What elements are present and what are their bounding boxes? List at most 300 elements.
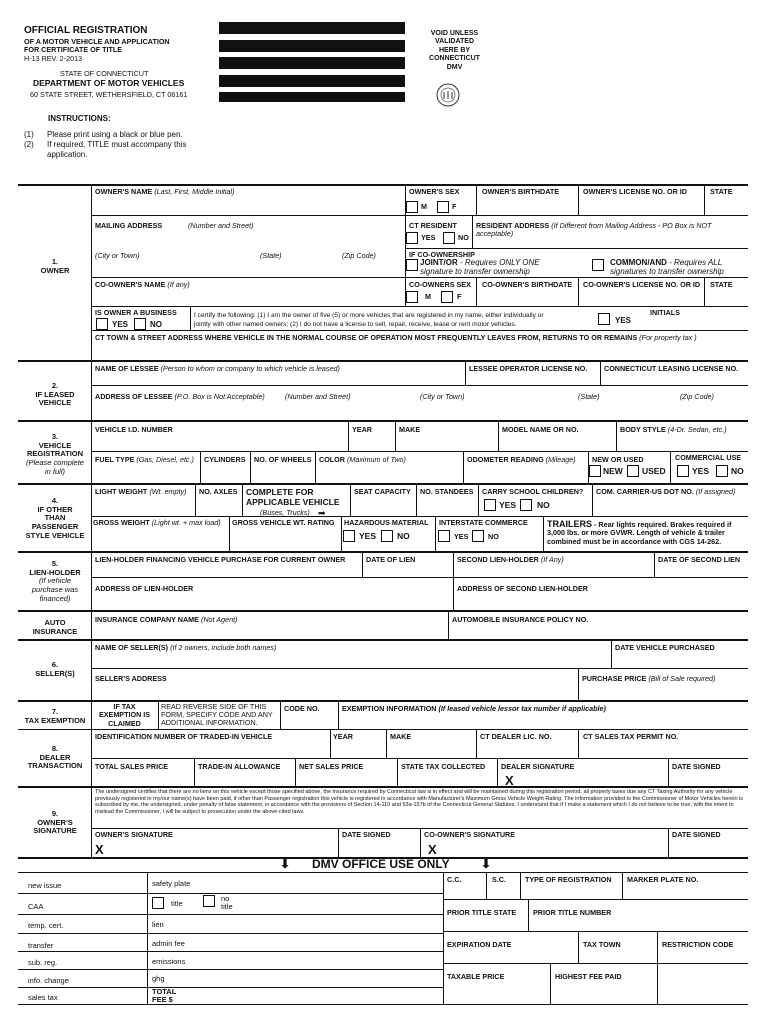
tax-exemption-claimed-label: IF TAX EXEMPTION IS CLAIMED (98, 702, 151, 728)
instruction-number: (2) (24, 140, 34, 149)
divider (91, 668, 748, 669)
state-tax-collected-label: STATE TAX COLLECTED (401, 762, 486, 771)
ghg-label: ghg (152, 974, 165, 983)
instruction-number: (1) (24, 130, 34, 139)
date-purchased-label: DATE VEHICLE PURCHASED (615, 643, 715, 652)
exemption-info-label: EXEMPTION INFORMATION (If leased vehicle lessor tax number if applicable) (342, 704, 606, 713)
co-owner-female-checkbox[interactable] (441, 291, 453, 303)
wheels-label: NO. OF WHEELS (254, 455, 312, 464)
arrow-down-icon: ⬇ (481, 857, 492, 871)
divider (91, 758, 748, 759)
info-change-label: info. change (28, 976, 69, 985)
body-style-label: BODY STYLE (4-Dr. Sedan, etc.) (620, 425, 727, 434)
number-street-hint: (Number and Street) (285, 392, 351, 401)
divider (668, 758, 669, 786)
owners-sex-label: OWNER'S SEX (409, 187, 460, 196)
cc-label: C.C. (447, 875, 462, 884)
divider (435, 516, 436, 551)
new-or-used-label: NEW OR USED (592, 455, 644, 464)
divider (91, 277, 748, 278)
validation-box: VOID UNLESS VALIDATED HERE BY CONNECTICUT DMV (429, 30, 480, 71)
divider (657, 931, 658, 963)
dmv-office-title: DMV OFFICE USE ONLY (312, 857, 450, 871)
divider (341, 516, 342, 551)
divider (91, 787, 92, 857)
joint-or-label: JOINT/OR - Requires ONLY ONE (420, 258, 540, 267)
divider (91, 185, 92, 360)
divider (362, 552, 363, 577)
state-hint: (State) (260, 251, 282, 260)
section-seller-label: 6. SELLER(S) (35, 660, 75, 678)
year-label: YEAR (352, 425, 372, 434)
yes-label: YES (112, 320, 129, 329)
interstate-yes-checkbox[interactable] (438, 530, 450, 542)
new-label: NEW (603, 466, 623, 476)
school-no-checkbox[interactable] (520, 499, 532, 511)
co-owner-date-signed-label: DATE SIGNED (672, 830, 721, 839)
owners-name-label: OWNER'S NAME (Last, First, Middle Initial) (95, 187, 235, 196)
no-label: NO (150, 320, 162, 329)
divider (18, 360, 748, 362)
lien-address-label: ADDRESS OF LIEN-HOLDER (95, 584, 194, 593)
tax-instruction-text: FORM, SPECIFY CODE AND ANY (161, 710, 273, 719)
divider (91, 640, 92, 700)
divider (486, 873, 487, 899)
divider (250, 451, 251, 483)
seller-address-label: SELLER'S ADDRESS (95, 674, 167, 683)
business-certification-text: I certify the following: (1) I am the owner of five (5) or more vehicles that are registered in my name, either individually or (194, 312, 544, 319)
marker-plate-label: MARKER PLATE NO. (627, 875, 699, 884)
section-insurance-label: AUTO INSURANCE (32, 618, 78, 636)
instruction-text: Please print using a black or blue pen. (47, 130, 183, 139)
used-checkbox[interactable] (627, 465, 639, 477)
city-hint: (City or Town) (420, 392, 465, 401)
is-business-label: IS OWNER A BUSINESS (95, 308, 177, 317)
section-owner-label: 1. OWNER (40, 257, 70, 275)
commercial-use-label: COMMERCIAL USE (675, 453, 742, 462)
co-ownership-label: IF CO-OWNERSHIP (409, 250, 475, 259)
divider (405, 248, 748, 249)
section-dealer-label: 8. DEALER TRANSACTION (27, 744, 83, 771)
dealer-signature-mark: X (505, 773, 514, 788)
divider (18, 184, 748, 186)
no-label: NO (537, 500, 550, 510)
divider (18, 987, 443, 988)
total-sales-price-label: TOTAL SALES PRICE (95, 762, 169, 771)
hazmat-label: HAZARDOUS MATERIAL (344, 518, 429, 527)
transfer-label: transfer (28, 941, 54, 950)
divider (397, 758, 398, 786)
sales-tax-permit-label: CT SALES TAX PERMIT NO. (583, 732, 679, 741)
divider (670, 451, 671, 483)
divider (194, 758, 195, 786)
state-name: STATE OF CONNECTICUT (60, 69, 149, 78)
redaction-bar (219, 22, 405, 34)
owner-signature-label: OWNER'S SIGNATURE (95, 830, 173, 839)
divider (295, 758, 296, 786)
owner-certification-text: The undersigned certifies that there are no liens on this vehicle except those specified above, the insurance required by Connecticut law is in effect and will be maintained during this registration period, all property taxes due any CT Taxing Authority for any vehicle previously registered in my/our name(s) have been paid, if other than Passenger registration this vehicle is registered in accordance with Manufacturer's Maximum Gross Vehicle Weight Rating. The information provided to the Commissioner of Motor Vehicles herein is subscribed by me, the undersigned, under penalty of false statement, in accordance with the provisions of Section 14-110 and 53a-157b of the Connecticut General Statutes. I understand that if I make a statement which I do not believe to be true, with the intent to mislead the Commissioner, I will be subject to prosecution under the above-cited laws. (95, 789, 744, 815)
divider (476, 730, 477, 758)
divider (476, 277, 477, 306)
co-owner-birthdate-label: CO-OWNER'S BIRTHDATE (482, 280, 573, 289)
new-issue-label: new issue (28, 881, 62, 890)
divider (18, 914, 443, 915)
divider (18, 1004, 748, 1005)
divider (543, 516, 544, 551)
section-lien-label: 5. LIEN-HOLDER (If vehicle purchase was financed) (29, 559, 81, 603)
divider (611, 640, 612, 668)
buses-trucks-hint: (Buses, Trucks) (260, 508, 310, 517)
no-label: NO (397, 531, 410, 541)
no-label: NO (458, 233, 469, 242)
section-vehicle-label: 3. VEHICLE REGISTRATION (Please complete in full) (26, 432, 84, 476)
restriction-code-label: RESTRICTION CODE (662, 940, 734, 949)
yes-label: YES (615, 316, 632, 325)
zip-hint: (Zip Code) (680, 392, 714, 401)
resident-address-label: RESIDENT ADDRESS (If Different from Mailing Address - PO Box is NOT (476, 221, 712, 230)
divider (91, 330, 748, 331)
traded-in-vin-label: IDENTIFICATION NUMBER OF TRADED-IN VEHICLE (95, 732, 273, 741)
school-children-label: CARRY SCHOOL CHILDREN? (482, 487, 584, 496)
arrow-down-icon: ⬇ (280, 857, 291, 871)
make-label: MAKE (399, 425, 421, 434)
divider (280, 701, 281, 729)
divider (416, 484, 417, 516)
sales-tax-label: sales tax (28, 993, 58, 1002)
new-checkbox[interactable] (589, 465, 601, 477)
divider (91, 611, 92, 639)
divider (600, 361, 601, 385)
date-signed-label: DATE SIGNED (672, 762, 721, 771)
divider (350, 484, 351, 516)
divider (463, 451, 464, 483)
color-label: COLOR (Maximum of Two) (319, 455, 406, 464)
divider (654, 552, 655, 577)
form-subtitle-2: FOR CERTIFICATE OF TITLE (24, 45, 123, 54)
code-number-label: CODE NO. (284, 704, 320, 713)
business-yes-checkbox[interactable] (96, 318, 108, 330)
business-no-checkbox[interactable] (134, 318, 146, 330)
city-hint: (City or Town) (95, 251, 140, 260)
no-title-label: no (221, 894, 230, 903)
co-owner-signature-mark: X (428, 842, 437, 857)
divider (550, 963, 551, 1004)
divider (18, 483, 748, 485)
dealer-signature-field[interactable] (520, 772, 665, 785)
divider (229, 516, 230, 551)
trailers-text: 3,000 lbs. or more GVWR. Length of vehicle & trailer (547, 528, 725, 537)
lessee-address-label: ADDRESS OF LESSEE (P.O. Box is Not Acceptable) (95, 392, 265, 401)
redaction-bar (219, 75, 405, 87)
form-revision: H-13 REV. 2-2013 (24, 54, 83, 63)
resident-address-hint: acceptable) (476, 229, 514, 238)
interstate-label: INTERSTATE COMMERCE (439, 518, 528, 527)
divider (478, 484, 479, 516)
department-address: 60 STATE STREET, WETHERSFIELD, CT 06161 (30, 90, 188, 99)
divider (158, 701, 159, 729)
owners-state-label: STATE (710, 187, 733, 196)
owner-sex-female-checkbox[interactable] (437, 201, 449, 213)
yes-label: YES (499, 500, 517, 510)
co-owner-signature-label: CO-OWNER'S SIGNATURE (424, 830, 516, 839)
divider (476, 185, 477, 215)
divider (622, 873, 623, 899)
divider (578, 668, 579, 700)
divider (498, 421, 499, 451)
dealer-license-label: CT DEALER LIC. NO. (480, 732, 552, 741)
trailers-text: combined must be in accordance with CGS 14-262. (547, 537, 722, 546)
divider (528, 899, 529, 931)
co-owner-state-label: STATE (710, 280, 733, 289)
divider (443, 899, 748, 900)
sc-label: S.C. (492, 875, 506, 884)
total-fee-label: FEE $ (152, 995, 173, 1004)
seat-capacity-label: SEAT CAPACITY (354, 487, 411, 496)
dealer-signature-label: DEALER SIGNATURE (501, 762, 575, 771)
common-and-hint: signatures to transfer ownership (610, 267, 724, 276)
divider (704, 185, 705, 215)
temp-cert-label: temp. cert. (28, 921, 64, 930)
insurance-company-label: INSURANCE COMPANY NAME (Not Agent) (95, 615, 238, 624)
male-label: M (421, 202, 427, 211)
divider (497, 758, 498, 786)
arrow-right-icon: ➡ (318, 508, 326, 518)
section-signature-label: 9. OWNER'S SIGNATURE (33, 809, 77, 836)
policy-number-label: AUTOMOBILE INSURANCE POLICY NO. (452, 615, 589, 624)
sub-reg-label: sub. reg. (28, 958, 58, 967)
divider (578, 277, 579, 306)
divider (18, 872, 748, 873)
divider (420, 828, 421, 857)
vin-label: VEHICLE I.D. NUMBER (95, 425, 173, 434)
tax-instruction-text: READ REVERSE SIDE OF THIS (161, 702, 267, 711)
model-label: MODEL NAME OR NO. (502, 425, 579, 434)
divider (18, 420, 748, 422)
female-label: F (452, 202, 457, 211)
lien-holder-label: LIEN-HOLDER FINANCING VEHICLE PURCHASE FOR CURRENT OWNER (95, 555, 346, 564)
registration-type-label: TYPE OF REGISTRATION (525, 875, 612, 884)
school-yes-checkbox[interactable] (484, 499, 496, 511)
divider (147, 873, 148, 1004)
divider (91, 451, 748, 452)
divider (200, 451, 201, 483)
tax-instruction-text: ADDITIONAL INFORMATION. (161, 718, 258, 727)
commercial-no-checkbox[interactable] (716, 465, 728, 477)
emissions-label: emissions (152, 957, 186, 966)
divider (592, 484, 593, 516)
divider (443, 963, 748, 964)
standees-label: NO. STANDEES (420, 487, 474, 496)
divider (348, 421, 349, 451)
hazmat-yes-checkbox[interactable] (343, 530, 355, 542)
make-label: MAKE (390, 732, 412, 741)
divider (448, 611, 449, 639)
gross-weight-label: GROSS WEIGHT (Light wt. + max load) (93, 518, 221, 527)
complete-for-label: APPLICABLE VEHICLE (246, 497, 340, 507)
divider (616, 421, 617, 451)
divider (578, 730, 579, 758)
no-label: NO (731, 466, 744, 476)
owner-signature-mark: X (95, 842, 104, 857)
divider (18, 639, 748, 641)
lessee-name-label: NAME OF LESSEE (Person to whom or company to which vehicle is leased) (95, 364, 340, 373)
instruction-text: application. (47, 150, 88, 159)
section-commercial-label: 4. IF OTHER THAN PASSENGER STYLE VEHICLE (25, 496, 85, 540)
safety-plate-label: safety plate (152, 879, 191, 888)
redaction-bar (219, 40, 405, 52)
no-title-label: title (221, 902, 233, 911)
divider (91, 577, 748, 578)
lessee-operator-label: LESSEE OPERATOR LICENSE NO. (469, 364, 588, 373)
owners-license-label: OWNER'S LICENSE NO. OR ID (583, 187, 687, 196)
divider (190, 306, 191, 330)
divider (91, 385, 748, 386)
hazmat-no-checkbox[interactable] (381, 530, 393, 542)
yes-label: YES (421, 233, 436, 242)
fuel-type-label: FUEL TYPE (Gas, Diesel, etc.) (95, 455, 194, 464)
co-owner-name-label: CO-OWNER'S NAME (If any) (95, 280, 190, 289)
female-label: F (457, 292, 462, 301)
tax-town-label: TAX TOWN (583, 940, 621, 949)
total-fee-label: TOTAL (152, 987, 177, 996)
owner-signature-field[interactable] (110, 841, 335, 855)
co-owner-signature-field[interactable] (443, 841, 665, 855)
ct-resident-yes-checkbox[interactable] (406, 232, 418, 244)
yes-label: YES (359, 531, 377, 541)
co-owner-sex-label: CO-OWNERS SEX (409, 280, 471, 289)
date-of-lien-label: DATE OF LIEN (366, 555, 416, 564)
seller-name-label: NAME OF SELLER(S) (If 2 owners, include both names) (95, 643, 277, 652)
owners-birthdate-label: OWNER'S BIRTHDATE (482, 187, 560, 196)
owner-sex-male-checkbox[interactable] (406, 201, 418, 213)
divider (18, 551, 748, 553)
department-name: DEPARTMENT OF MOTOR VEHICLES (33, 78, 185, 88)
ct-resident-no-checkbox[interactable] (443, 232, 455, 244)
divider (578, 185, 579, 215)
prior-title-number-label: PRIOR TITLE NUMBER (533, 908, 612, 917)
divider (657, 963, 658, 1004)
common-and-label: COMMON/AND - Requires ALL (610, 258, 723, 267)
admin-fee-label: admin fee (152, 939, 185, 948)
used-label: USED (642, 466, 666, 476)
ct-town-address-label: CT TOWN & STREET ADDRESS WHERE VEHICLE IN THE NORMAL COURSE OF OPERATION MOST FREQUENTLY LEAVES FROM, RETURNS TO OR REMAINS (For property tax ) (95, 333, 697, 342)
divider (386, 730, 387, 758)
divider (18, 951, 443, 952)
divider (91, 484, 92, 551)
co-owner-license-label: CO-OWNER'S LICENSE NO. OR ID (583, 280, 701, 289)
title-checkbox[interactable] (152, 897, 164, 909)
light-weight-label: LIGHT WEIGHT (Wt. empty) (95, 487, 187, 496)
co-owner-male-checkbox[interactable] (406, 291, 418, 303)
divider (472, 215, 473, 248)
mailing-address-hint: (Number and Street) (188, 221, 254, 230)
joint-or-checkbox[interactable] (406, 259, 418, 271)
divider (578, 931, 579, 963)
title-label: title (171, 899, 183, 908)
joint-or-hint: signature to transfer ownership (420, 267, 530, 276)
second-lien-address-label: ADDRESS OF SECOND LIEN-HOLDER (457, 584, 588, 593)
cylinders-label: CYLINDERS (204, 455, 246, 464)
male-label: M (425, 292, 431, 301)
form-subtitle-1: OF A MOTOR VEHICLE AND APPLICATION (24, 37, 170, 46)
divider (443, 931, 748, 932)
highest-fee-label: HIGHEST FEE PAID (555, 972, 622, 981)
odometer-label: ODOMETER READING (Mileage) (467, 455, 576, 464)
caa-label: CAA (28, 902, 44, 911)
divider (453, 552, 454, 610)
divider (395, 421, 396, 451)
instructions-title: INSTRUCTIONS: (48, 114, 111, 123)
divider (91, 215, 748, 216)
redaction-bar (219, 57, 405, 69)
initials-label: INITIALS (650, 308, 680, 317)
state-seal-icon (435, 82, 461, 108)
gvwr-label: GROSS VEHICLE WT. RATING (232, 518, 335, 527)
net-sales-price-label: NET SALES PRICE (299, 762, 364, 771)
divider (465, 361, 466, 385)
expiration-date-label: EXPIRATION DATE (447, 940, 512, 949)
divider (242, 484, 243, 516)
carrier-dot-label: COM. CARRIER-US DOT NO. (If assigned) (596, 487, 736, 496)
axles-label: NO. AXLES (199, 487, 238, 496)
divider (338, 828, 339, 857)
section-leased-label: 2. IF LEASED VEHICLE (35, 381, 75, 408)
divider (91, 421, 92, 483)
divider (18, 893, 443, 894)
commercial-yes-checkbox[interactable] (677, 465, 689, 477)
owners-name-field[interactable] (95, 197, 403, 213)
business-certification-text: jointly with other named owners; (2) I do not have a license to sell, repair, receive, lease or rent motor vehicles. (194, 321, 517, 328)
divider (330, 730, 331, 758)
ct-leasing-label: CONNECTICUT LEASING LICENSE NO. (604, 364, 739, 373)
trailers-label: TRAILERS - Rear lights required. Brakes required if (547, 519, 732, 529)
divider (91, 516, 748, 517)
no-label: NO (488, 532, 499, 541)
section-tax-label: 7. TAX EXEMPTION (24, 707, 86, 725)
mailing-address-label: MAILING ADDRESS (95, 221, 163, 230)
certify-checkbox[interactable] (598, 313, 610, 325)
divider (18, 786, 748, 788)
divider (195, 484, 196, 516)
no-title-checkbox[interactable] (203, 895, 215, 907)
divider (704, 277, 705, 306)
divider (18, 610, 748, 612)
divider (91, 361, 92, 420)
date-second-lien-label: DATE OF SECOND LIEN (658, 555, 741, 564)
divider (520, 873, 521, 899)
divider (18, 933, 443, 934)
common-and-checkbox[interactable] (592, 259, 604, 271)
divider (18, 969, 443, 970)
divider (338, 701, 339, 729)
divider (18, 729, 748, 730)
redaction-bar (219, 92, 405, 102)
form-title: OFFICIAL REGISTRATION (24, 25, 148, 36)
instruction-text: If required, TITLE must accompany this (47, 140, 187, 149)
owner-date-signed-label: DATE SIGNED (342, 830, 391, 839)
interstate-no-checkbox[interactable] (472, 530, 484, 542)
yes-label: YES (692, 466, 710, 476)
divider (91, 552, 92, 610)
zip-hint: (Zip Code) (342, 251, 376, 260)
divider (443, 873, 444, 1004)
ct-resident-label: CT RESIDENT (409, 221, 457, 230)
year-label: YEAR (333, 732, 353, 741)
purchase-price-label: PURCHASE PRICE (Bill of Sale required) (582, 674, 716, 683)
complete-for-label: COMPLETE FOR (246, 487, 314, 497)
divider (668, 828, 669, 857)
taxable-price-label: TAXABLE PRICE (447, 972, 505, 981)
